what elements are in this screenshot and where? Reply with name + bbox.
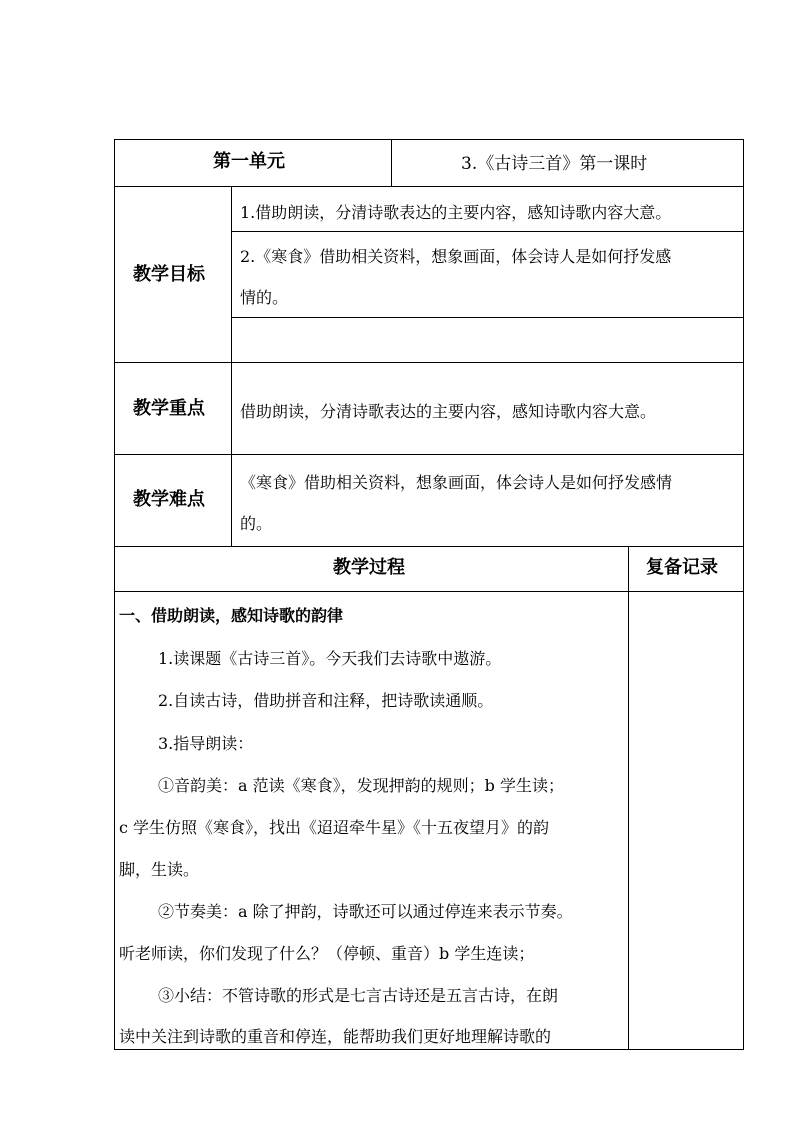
goal-1-text: 1.借助朗读，分清诗歌表达的主要内容，感知诗歌内容大意。	[240, 203, 672, 222]
process-line-2: 2.自读古诗，借助拼音和注释，把诗歌读通顺。	[158, 691, 494, 710]
process-line-8: 听老师读，你们发现了什么？（停顿、重音）b 学生连读；	[119, 944, 535, 963]
process-line-1: 1.读课题《古诗三首》。今天我们去诗歌中遨游。	[158, 649, 502, 668]
difficulty-label: 教学难点	[133, 489, 205, 510]
process-line-0: 一、借助朗读，感知诗歌的韵律	[119, 606, 344, 625]
process-line-7: ②节奏美：a 除了押韵，诗歌还可以通过停连来表示节奏。	[158, 902, 573, 921]
goals-label: 教学目标	[133, 264, 205, 285]
process-line-10: 读中关注到诗歌的重音和停连，能帮助我们更好地理解诗歌的	[119, 1027, 552, 1046]
unit-title: 第一单元	[213, 151, 285, 172]
goal-2-text-line2: 情的。	[240, 288, 289, 307]
difficulty-text-line2: 的。	[240, 514, 273, 533]
focus-text: 借助朗读，分清诗歌表达的主要内容，感知诗歌内容大意。	[240, 402, 657, 421]
process-line-5: c 学生仿照《寒食》，找出《迢迢牵牛星》《十五夜望月》的韵	[119, 818, 550, 837]
goal-3-cell	[231, 317, 744, 363]
process-line-3: 3.指导朗读：	[158, 734, 254, 753]
process-header: 教学过程	[333, 557, 405, 578]
focus-label: 教学重点	[133, 398, 205, 419]
process-line-9: ③小结：不管诗歌的形式是七言古诗还是五言古诗，在朗	[158, 986, 559, 1005]
process-line-6: 脚，生读。	[119, 860, 200, 879]
lesson-title: 3.《古诗三首》第一课时	[461, 154, 648, 174]
notes-body-cell	[628, 591, 744, 1050]
difficulty-text-line1: 《寒食》借助相关资料，想象画面，体会诗人是如何抒发感情	[240, 473, 673, 492]
difficulty-text-cell	[231, 454, 744, 547]
notes-header: 复备记录	[646, 557, 718, 578]
process-line-4: ①音韵美：a 范读《寒食》，发现押韵的规则；b 学生读；	[158, 776, 564, 795]
goal-2-text-line1: 2.《寒食》借助相关资料，想象画面，体会诗人是如何抒发感	[240, 247, 672, 266]
